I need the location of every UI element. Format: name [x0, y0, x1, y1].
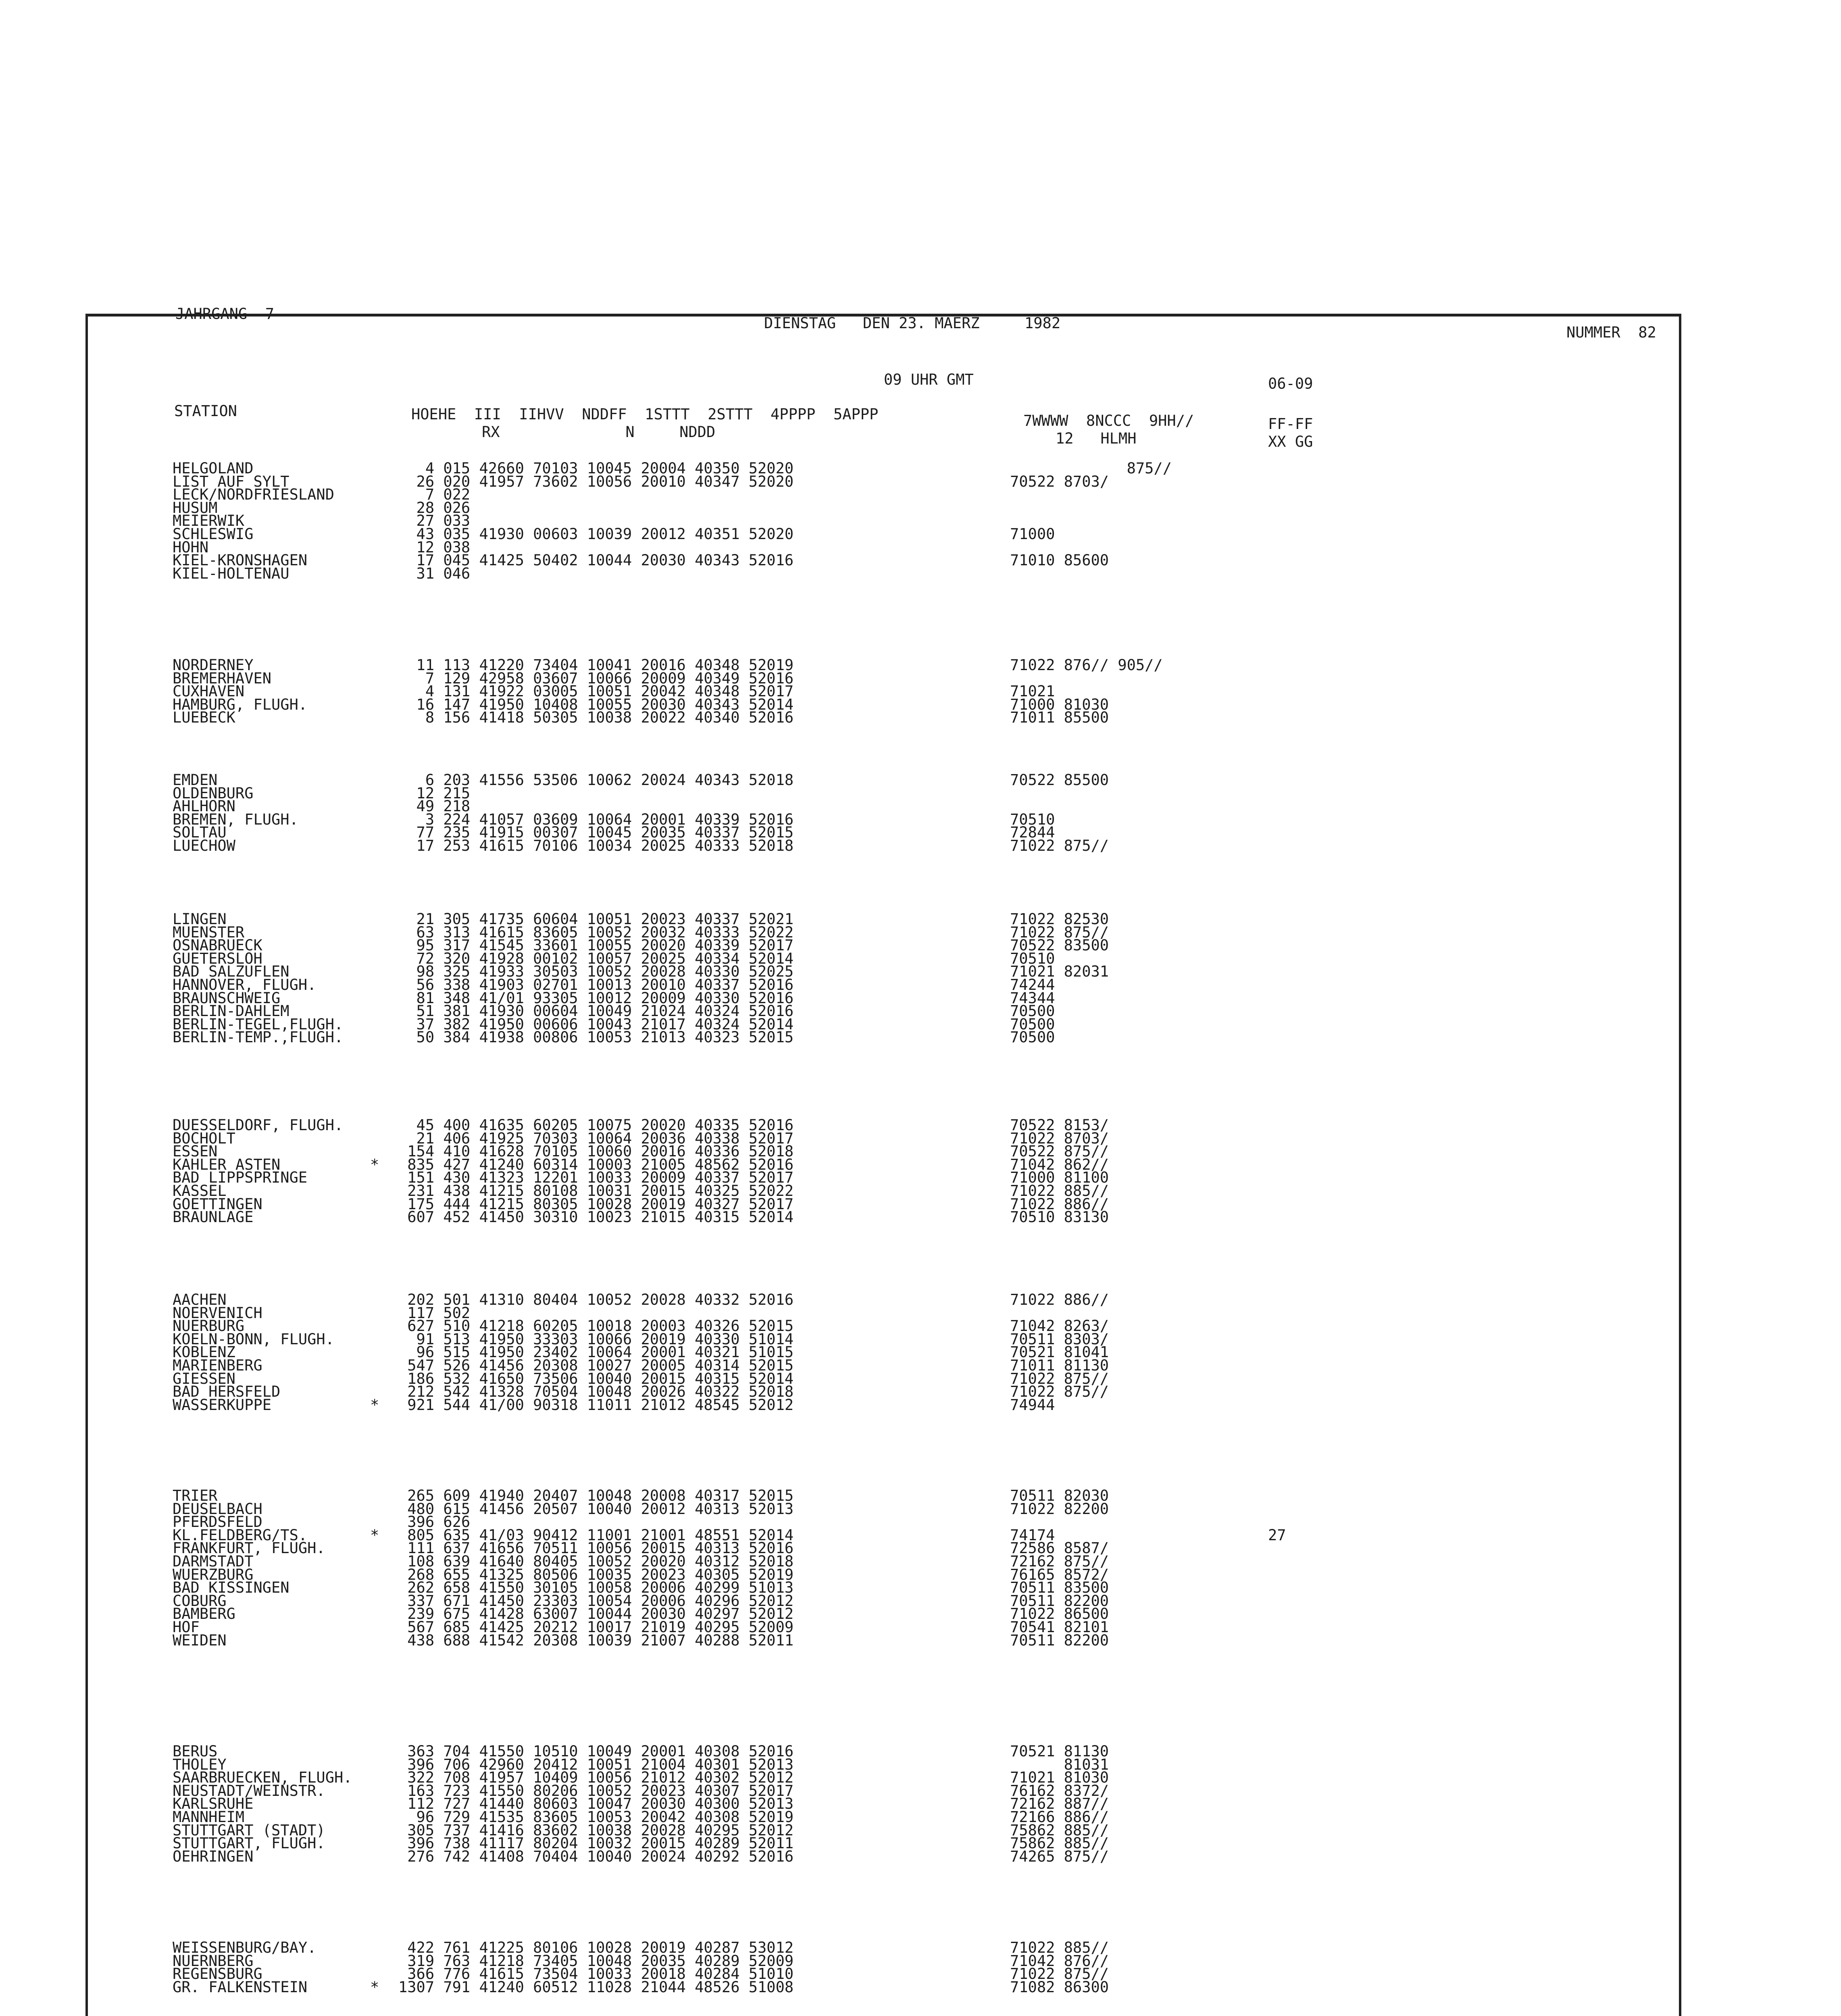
synop-groups: 72844: [1010, 824, 1055, 841]
synop-groups: 71022 875//: [1010, 923, 1109, 941]
observation-values: 98 325 41933 30503 10052 20028 40330 52025: [398, 963, 794, 981]
mountain-station-marker: *: [370, 1978, 379, 1996]
synop-groups: 70510 83130: [1010, 1208, 1109, 1226]
observation-values: 921 544 41/00 90318 11011 21012 48545 52012: [398, 1396, 794, 1414]
observation-values: 7 129 42958 03607 10066 20009 40349 52016: [398, 669, 794, 687]
station-name: FRANKFURT, FLUGH.: [173, 1539, 325, 1557]
station-name: BAD SALZUFLEN: [173, 963, 289, 981]
station-name: REGENSBURG: [173, 1965, 262, 1983]
synop-groups: 76165 8572/: [1010, 1566, 1109, 1583]
observation-values: 396 706 42960 20412 10051 21004 40301 52013: [398, 1756, 794, 1773]
observation-values: 108 639 41640 80405 10052 20020 40312 52018: [398, 1553, 794, 1570]
synop-groups: 70521 81130: [1010, 1743, 1109, 1760]
synop-groups: 71011 85500: [1010, 709, 1109, 727]
station-name: NEUSTADT/WEINSTR.: [173, 1782, 325, 1799]
synop-groups: 71000 81100: [1010, 1169, 1109, 1187]
observation-values: 50 384 41938 00806 10053 21013 40323 52015: [398, 1029, 794, 1046]
station-name: AACHEN: [173, 1291, 227, 1308]
column-main: HOEHE III IIHVV NDDFF 1STTT 2STTT 4PPPP 5APPP: [411, 406, 879, 423]
synop-groups: 71022 86500: [1010, 1605, 1109, 1623]
synop-groups: 81031: [1010, 1756, 1109, 1773]
synop-groups: 71022 886//: [1010, 1195, 1109, 1213]
observation-values: 262 658 41550 30105 10058 20006 40299 51013: [398, 1579, 794, 1597]
column-synop-sub: 12 HLMH: [1056, 430, 1137, 447]
synop-groups: 71010 85600: [1010, 552, 1109, 569]
station-name: HUSUM: [173, 499, 218, 516]
synop-groups: 74344: [1010, 989, 1055, 1007]
synop-groups: 70522 875//: [1010, 1143, 1109, 1160]
observation-values: 43 035 41930 00603 10039 20012 40351 52020: [398, 525, 794, 543]
observation-values: 56 338 41903 02701 10013 20010 40337 52016: [398, 976, 794, 993]
station-name: LINGEN: [173, 910, 227, 928]
station-name: LUEBECK: [173, 709, 235, 727]
station-name: BREMEN, FLUGH.: [173, 810, 298, 828]
station-name: BAD HERSFELD: [173, 1383, 281, 1401]
station-name: BRAUNSCHWEIG: [173, 989, 281, 1007]
station-name: BAD KISSINGEN: [173, 1579, 289, 1597]
synop-groups: 74174: [1010, 1526, 1055, 1544]
observation-values: 7 022: [398, 486, 471, 504]
station-name: HAMBURG, FLUGH.: [173, 696, 308, 713]
observation-values: 96 515 41950 23402 10064 20001 40321 51015: [398, 1343, 794, 1361]
synop-groups: 70510: [1010, 950, 1055, 967]
observation-values: 154 410 41628 70105 10060 20016 40336 52018: [398, 1143, 794, 1160]
station-name: KAHLER ASTEN: [173, 1156, 281, 1173]
synop-groups: 71022 875//: [1010, 1965, 1109, 1983]
synop-groups: 875//: [1010, 460, 1172, 477]
station-name: NORDERNEY: [173, 656, 254, 674]
station-name: MARIENBERG: [173, 1357, 262, 1374]
station-name: BAD LIPPSPRINGE: [173, 1169, 308, 1187]
observation-values: 117 502: [398, 1304, 471, 1322]
observation-values: 438 688 41542 20308 10039 21007 40288 52011: [398, 1631, 794, 1649]
station-name: SAARBRUECKEN, FLUGH.: [173, 1769, 352, 1787]
observation-values: 835 427 41240 60314 10003 21005 48562 52016: [398, 1156, 794, 1173]
observation-values: 81 348 41/01 93305 10012 20009 40330 52016: [398, 989, 794, 1007]
observation-values: 163 723 41550 80206 10052 20023 40307 52017: [398, 1782, 794, 1799]
synop-groups: 70510: [1010, 810, 1055, 828]
station-name: STUTTGART (STADT): [173, 1821, 325, 1839]
observation-values: 319 763 41218 73405 10048 20035 40289 52009: [398, 1952, 794, 1970]
observation-values: 77 235 41915 00307 10045 20035 40337 52015: [398, 824, 794, 841]
observation-values: 37 382 41950 00606 10043 21017 40324 52014: [398, 1015, 794, 1033]
column-main-sub: RX N NDDD: [482, 423, 716, 441]
synop-groups: 71022 82200: [1010, 1500, 1109, 1518]
synop-groups: 70522 83500: [1010, 937, 1109, 954]
observation-values: 805 635 41/03 90412 11001 21001 48551 52014: [398, 1526, 794, 1544]
synop-groups: 76162 8372/: [1010, 1782, 1109, 1799]
station-name: BERUS: [173, 1743, 218, 1760]
observation-values: 17 253 41615 70106 10034 20025 40333 52018: [398, 837, 794, 854]
station-name: BREMERHAVEN: [173, 669, 272, 687]
station-name: GUETERSLOH: [173, 950, 262, 967]
station-name: KARLSRUHE: [173, 1795, 254, 1813]
synop-groups: 72162 887//: [1010, 1795, 1109, 1813]
synop-groups: 70511 82200: [1010, 1592, 1109, 1610]
column-synop: 7WWWW 8NCCC 9HH//: [1023, 412, 1194, 429]
station-name: HELGOLAND: [173, 460, 254, 477]
synop-groups: 71021 82031: [1010, 963, 1109, 981]
observation-values: 627 510 41218 60205 10018 20003 40326 52015: [398, 1317, 794, 1335]
station-name: EMDEN: [173, 771, 218, 789]
synop-groups: 71042 8263/: [1010, 1317, 1109, 1335]
observation-values: 305 737 41416 83602 10038 20028 40295 52012: [398, 1821, 794, 1839]
mountain-station-marker: *: [370, 1526, 379, 1544]
station-name: BAMBERG: [173, 1605, 235, 1623]
synop-groups: 75862 885//: [1010, 1821, 1109, 1839]
observation-values: 21 305 41735 60604 10051 20023 40337 52021: [398, 910, 794, 928]
column-wind-sub: XX GG: [1268, 433, 1313, 450]
observation-values: 17 045 41425 50402 10044 20030 40343 52016: [398, 552, 794, 569]
synop-groups: 74944: [1010, 1396, 1055, 1414]
station-name: OEHRINGEN: [173, 1847, 254, 1865]
report-frame: [85, 314, 1681, 2016]
station-name: TRIER: [173, 1487, 218, 1504]
station-name: OLDENBURG: [173, 784, 254, 802]
column-wind: FF-FF: [1268, 415, 1313, 433]
synop-groups: 71082 86300: [1010, 1978, 1109, 1996]
synop-groups: 70511 82200: [1010, 1631, 1109, 1649]
observation-values: 366 776 41615 73504 10033 20018 40284 51010: [398, 1965, 794, 1983]
observation-values: 27 033: [398, 512, 471, 530]
station-name: HANNOVER, FLUGH.: [173, 976, 317, 993]
synop-groups: 74244: [1010, 976, 1055, 993]
station-name: THOLEY: [173, 1756, 227, 1773]
issue-number: NUMMER 82: [1566, 324, 1656, 341]
station-name: BOCHOLT: [173, 1129, 235, 1147]
station-name: GOETTINGEN: [173, 1195, 262, 1213]
synop-groups: 71022 8703/: [1010, 1129, 1109, 1147]
station-name: WUERZBURG: [173, 1566, 254, 1583]
observation-values: 111 637 41656 70511 10056 20015 40313 52016: [398, 1539, 794, 1557]
observation-values: 16 147 41950 10408 10055 20030 40343 52014: [398, 696, 794, 713]
synop-groups: 72586 8587/: [1010, 1539, 1109, 1557]
station-name: KOBLENZ: [173, 1343, 235, 1361]
mountain-station-marker: *: [370, 1396, 379, 1414]
synop-groups: 71022 82530: [1010, 910, 1109, 928]
observation-values: 11 113 41220 73404 10041 20016 40348 52019: [398, 656, 794, 674]
synop-groups: 71022 885//: [1010, 1939, 1109, 1956]
observation-values: 96 729 41535 83605 10053 20042 40308 52019: [398, 1808, 794, 1826]
observation-values: 49 218: [398, 798, 471, 815]
date-label: DIENSTAG DEN 23. MAERZ 1982: [764, 314, 1061, 332]
observation-values: 337 671 41450 23303 10054 20006 40296 52012: [398, 1592, 794, 1610]
mountain-station-marker: *: [370, 1156, 379, 1173]
synop-groups: 71022 876// 905//: [1010, 656, 1163, 674]
station-name: MUENSTER: [173, 923, 245, 941]
station-name: OSNABRUECK: [173, 937, 262, 954]
station-name: BERLIN-TEGEL,FLUGH.: [173, 1015, 344, 1033]
observation-values: 91 513 41950 33303 10066 20019 40330 51014: [398, 1330, 794, 1348]
observation-values: 72 320 41928 00102 10057 20025 40334 52014: [398, 950, 794, 967]
synop-groups: 70522 8703/: [1010, 473, 1109, 490]
station-name: GIESSEN: [173, 1370, 235, 1387]
synop-groups: 70500: [1010, 1002, 1055, 1020]
observation-values: 4 015 42660 70103 10045 20004 40350 52020: [398, 460, 794, 477]
synop-groups: 70511 8303/: [1010, 1330, 1109, 1348]
observation-values: 265 609 41940 20407 10048 20008 40317 52015: [398, 1487, 794, 1504]
synop-groups: 71042 876//: [1010, 1952, 1109, 1970]
station-name: CUXHAVEN: [173, 683, 245, 700]
station-name: NOERVENICH: [173, 1304, 262, 1322]
synop-groups: 71022 875//: [1010, 837, 1109, 854]
synop-groups: 70500: [1010, 1015, 1055, 1033]
observation-values: 151 430 41323 12201 10033 20009 40337 52017: [398, 1169, 794, 1187]
observation-values: 322 708 41957 10409 10056 21012 40302 52012: [398, 1769, 794, 1787]
observation-values: 45 400 41635 60205 10075 20020 40335 52016: [398, 1116, 794, 1134]
synop-groups: 70522 8153/: [1010, 1116, 1109, 1134]
station-name: MEIERWIK: [173, 512, 245, 530]
observation-values: 12 215: [398, 784, 471, 802]
station-name: NUERBURG: [173, 1317, 245, 1335]
observation-values: 212 542 41328 70504 10048 20026 40322 52018: [398, 1383, 794, 1401]
observation-values: 268 655 41325 80506 10035 20023 40305 52019: [398, 1566, 794, 1583]
station-name: WEISSENBURG/BAY.: [173, 1939, 317, 1956]
station-name: BRAUNLAGE: [173, 1208, 254, 1226]
synop-groups: 71021: [1010, 683, 1055, 700]
station-name: KIEL-KRONSHAGEN: [173, 552, 308, 569]
station-name: KIEL-HOLTENAU: [173, 564, 289, 582]
observation-values: 26 020 41957 73602 10056 20010 40347 52020: [398, 473, 794, 490]
station-name: LUECHOW: [173, 837, 235, 854]
station-name: LECK/NORDFRIESLAND: [173, 486, 334, 504]
station-name: HOHN: [173, 538, 209, 556]
synop-groups: 71000: [1010, 525, 1055, 543]
synop-groups: 71022 875//: [1010, 1370, 1109, 1387]
station-name: GR. FALKENSTEIN: [173, 1978, 308, 1996]
observation-time-2: 06-09: [1268, 375, 1313, 392]
synop-groups: 71000 81030: [1010, 696, 1109, 713]
synop-groups: 71042 862//: [1010, 1156, 1109, 1173]
observation-values: 186 532 41650 73506 10040 20015 40315 52014: [398, 1370, 794, 1387]
station-name: MANNHEIM: [173, 1808, 245, 1826]
station-name: BERLIN-DAHLEM: [173, 1002, 289, 1020]
synop-groups: 70511 82030: [1010, 1487, 1109, 1504]
observation-values: 4 131 41922 03005 10051 20042 40348 52017: [398, 683, 794, 700]
observation-values: 422 761 41225 80106 10028 20019 40287 53012: [398, 1939, 794, 1956]
observation-values: 112 727 41440 80603 10047 20030 40300 52013: [398, 1795, 794, 1813]
observation-values: 63 313 41615 83605 10052 20032 40333 52022: [398, 923, 794, 941]
synop-groups: 72166 886//: [1010, 1808, 1109, 1826]
observation-values: 202 501 41310 80404 10052 20028 40332 52016: [398, 1291, 794, 1308]
station-name: PFERDSFELD: [173, 1513, 262, 1531]
station-name: ESSEN: [173, 1143, 218, 1160]
observation-values: 396 626: [398, 1513, 471, 1531]
station-name: AHLHORN: [173, 798, 235, 815]
observation-values: 51 381 41930 00604 10049 21024 40324 52016: [398, 1002, 794, 1020]
observation-values: 547 526 41456 20308 10027 20005 40314 52015: [398, 1357, 794, 1374]
station-name: KL.FELDBERG/TS.: [173, 1526, 308, 1544]
station-name: DUESSELDORF, FLUGH.: [173, 1116, 344, 1134]
volume-label: JAHRGANG 7: [175, 305, 275, 323]
observation-values: 28 026: [398, 499, 471, 516]
observation-values: 480 615 41456 20507 10040 20012 40313 52013: [398, 1500, 794, 1518]
synop-groups: 71022 875//: [1010, 1383, 1109, 1401]
observation-values: 6 203 41556 53506 10062 20024 40343 52018: [398, 771, 794, 789]
synop-groups: 71022 886//: [1010, 1291, 1109, 1308]
station-name: WASSERKUPPE: [173, 1396, 272, 1414]
synop-groups: 74265 875//: [1010, 1847, 1109, 1865]
station-name: STUTTGART, FLUGH.: [173, 1835, 325, 1852]
station-name: DARMSTADT: [173, 1553, 254, 1570]
station-name: KASSEL: [173, 1182, 227, 1200]
station-name: BERLIN-TEMP.,FLUGH.: [173, 1029, 344, 1046]
observation-values: 21 406 41925 70303 10064 20036 40338 52017: [398, 1129, 794, 1147]
observation-values: 239 675 41428 63007 10044 20030 40297 52012: [398, 1605, 794, 1623]
station-name: HOF: [173, 1618, 200, 1636]
observation-values: 31 046: [398, 564, 471, 582]
synop-groups: 70541 82101: [1010, 1618, 1109, 1636]
observation-values: 231 438 41215 80108 10031 20015 40325 52022: [398, 1182, 794, 1200]
synop-groups: 70500: [1010, 1029, 1055, 1046]
synop-groups: 71011 81130: [1010, 1357, 1109, 1374]
synop-groups: 70511 83500: [1010, 1579, 1109, 1597]
observation-values: 276 742 41408 70404 10040 20024 40292 52016: [398, 1847, 794, 1865]
observation-values: 607 452 41450 30310 10023 21015 40315 52014: [398, 1208, 794, 1226]
station-name: DEUSELBACH: [173, 1500, 262, 1518]
observation-values: 567 685 41425 20212 10017 21019 40295 52009: [398, 1618, 794, 1636]
observation-time: 09 UHR GMT: [884, 371, 974, 388]
synop-groups: 72162 875//: [1010, 1553, 1109, 1570]
observation-values: 363 704 41550 10510 10049 20001 40308 52016: [398, 1743, 794, 1760]
station-name: WEIDEN: [173, 1631, 227, 1649]
observation-values: 1307 791 41240 60512 11028 21044 48526 51008: [398, 1978, 794, 1996]
station-name: COBURG: [173, 1592, 227, 1610]
observation-values: 8 156 41418 50305 10038 20022 40340 52016: [398, 709, 794, 727]
observation-values: 175 444 41215 80305 10028 20019 40327 52017: [398, 1195, 794, 1213]
synop-groups: 70521 81041: [1010, 1343, 1109, 1361]
station-name: LIST AUF SYLT: [173, 473, 289, 490]
synop-groups: 70522 85500: [1010, 771, 1109, 789]
column-station: STATION: [174, 402, 237, 420]
station-name: SOLTAU: [173, 824, 227, 841]
observation-values: 95 317 41545 33601 10055 20020 40339 52017: [398, 937, 794, 954]
observation-values: 396 738 41117 80204 10032 20015 40289 52011: [398, 1835, 794, 1852]
synop-groups: 75862 885//: [1010, 1835, 1109, 1852]
station-name: NUERNBERG: [173, 1952, 254, 1970]
wind-gust-value: 27: [1268, 1526, 1286, 1544]
synop-groups: 71022 885//: [1010, 1182, 1109, 1200]
station-name: KOELN-BONN, FLUGH.: [173, 1330, 334, 1348]
synop-groups: 71021 81030: [1010, 1769, 1109, 1787]
observation-values: 12 038: [398, 538, 471, 556]
observation-values: 3 224 41057 03609 10064 20001 40339 52016: [398, 810, 794, 828]
station-name: SCHLESWIG: [173, 525, 254, 543]
